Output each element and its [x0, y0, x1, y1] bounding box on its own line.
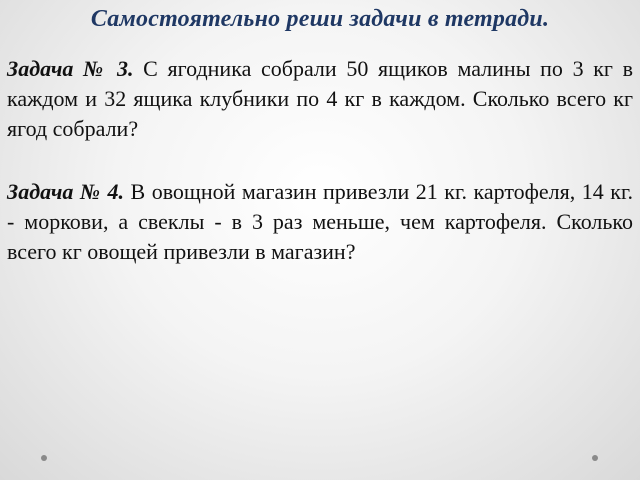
nav-dot-right-icon[interactable]	[592, 455, 598, 461]
task-4	[7, 177, 633, 267]
task-3-text: С ягодника собрали 50 ящиков малины по 3 кг в каждом и 32 ящика клубники по 4 кг в каждом. Сколько всего кг ягод собрали?	[7, 56, 634, 141]
nav-dot-left-icon[interactable]	[41, 455, 47, 461]
task-3	[7, 54, 633, 144]
task-3-label: Задача № 3.	[7, 56, 134, 81]
task-4-label: Задача № 4.	[7, 179, 124, 204]
slide-title: Самостоятельно реши задачи в тетради.	[90, 6, 550, 32]
task-4-text: В овощной магазин привезли 21 кг. картофеля, 14 кг. - моркови, а свеклы - в 3 раз меньше, чем картофеля. Сколько всего кг овощей привезли в магазин?	[7, 179, 633, 264]
